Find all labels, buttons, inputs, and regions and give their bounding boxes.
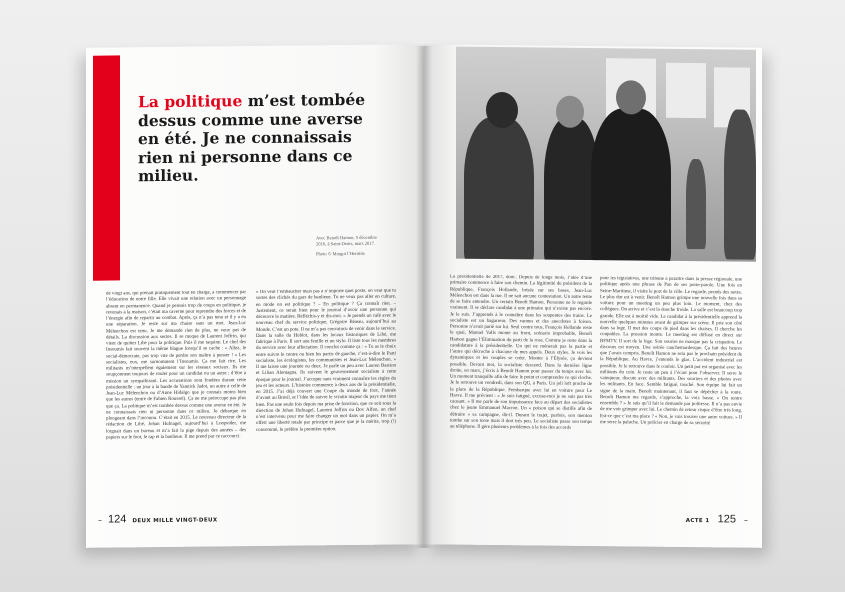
left-column-1-text: de vingt ans, qui prenait pratiquement tout en charge, à commencer par l’éducation de notre fille. Elle vivait une relation avec un personnage absent en permanence. Quand je pensais trop de coups en politique, je revenais à la maison, c’était ma caverne pour reprendre des forces et de l’énergie afin de repartir au combat. Après, ça n’a pas tenu et il y a eu une séparation. Je reste sur ma chaise sans un mot. Jean-Luc Mélenchon est tenu. Je me demande rien de plus, ne veux pas de détails. La discussion aux sectes. Il se moque de Laurent Joffrin, qui vient de quitter Libé pour la politique. Puis il me taquine. Le chef des Insoumis fait souvent la même blague lorsqu’il se cache : « Allez, le social-démocrate, pas trop vite de perdre son maître à penser ! » Les socialistes, eux, me surnomment l’Insoumis. Ça me fait rire. Les militants m’interpellent également sur les réseaux sociaux. Ils me soupçonnent toujours de rouler pour un candidat ou un autre ; d’être à mission un sympathisant. Les accusations sont fondées durant cette présidentielle : un jour à la bande de Yannick Jadot, un autre à celle de Jean-Luc Mélenchon ou d’Anne Hidalgo que je connais moins bien que les autres (entre de Fabien Roussel). Ça ne me préoccupe pas plus que ça. La politique m’est tombée dessus comme une averse en été. Je ne connaissais rien ni personne dans ce milieu. Je débarque en plongeant dans l’inconnu. C’était en 2015. Le nouveau directeur de la rédaction de Libé, Johan Hufnagel, aujourd’hui à Loopsider, me lorgnait dans un bureau et m’a fait la pige depuis des années – des papiers sur le foot, le rap et la banlieue. Il me prend par ce raccourci. [106, 290, 246, 441]
left-page-number: 124 [108, 513, 127, 526]
book-gutter [416, 46, 432, 548]
pull-quote-highlight: La politique [138, 91, 243, 112]
photo-figure [724, 109, 756, 259]
caption-text: Avec Benoît Hamon, 5 décembre 2016, à Saint-Denis, mars 2017. [316, 234, 378, 247]
crowd-photo [456, 47, 756, 262]
caption-credit: Photo © Margot l’Hermite [316, 250, 365, 257]
right-column-2-text: pour les législatives, une tribune à paraître dans la presse régionale, une politique après une phrase de Pan de ses porte-parole. Une fois en Seine-Maritime, il visite le port de la ville. Le regarde, prends des notes. Le plus dur est à venir. Benoît Hamon grimpe une nouvelle fois dans sa voiture pour un meeting un peu plus loin. Le moment, chez des collègues. On arrive et c’est la douche froide. La salle est beaucoup trop grande. Elle est à moitié vide. Le candidat à la présidentielle apprend la nouvelle quelques minutes avant de grimper sur scène. Il prie son côté dans sa loge. Il met des coups de pied dans les chaises. Il cherche les coupables. La pression monte. Le meeting est diffusé en direct sur BFMTV. Il sort de la loge. Son sourire ne masque pas la crispation. Le discours est moyen. Une soirée cauchemardesque. Ça fait des heures que j’avais compris. Benoît Hamon ne sera pas le prochain président de la République. Au Havre, j’entends le glas. L’accident industriel est possible. Je le retrouve dans le couloir. Un petit pot est organisé avec les militants du coin. Je reste un peu à l’écart pour l’observer. Il serre le vainqueur, discute avec des militants. Des sourires et des photos avec les militants. En face. Semble fatigué, touché. Son équipe lui fait un signe de la main. Benoît maintenant, il faut se dépêcher à la route. Benoît Hamon me regarde, s’approche, la voix basse. « On rentre ensemble ? » Je suis qu’il fait le demande par politesse. Il n’a pas envie de me voir grimper avec lui. Le chemin de retour risque d’être très long. Est-ce que c’est ma place ? « Non, je vais trouver une autre voiture. » Il me serre la paluche. Un policier en charge de sa sécurité [600, 276, 742, 426]
red-accent-bar [93, 55, 120, 280]
photo-head [616, 80, 646, 114]
photo-head [486, 92, 518, 128]
left-column-2 [256, 289, 396, 510]
right-footer [686, 513, 748, 526]
left-footer [98, 512, 217, 525]
right-page-number: 125 [717, 513, 736, 526]
pull-quote [138, 91, 374, 186]
right-folio-dash: – [744, 515, 748, 525]
photo-figure [591, 108, 671, 262]
left-page [86, 44, 424, 548]
photo-caption [316, 235, 386, 258]
right-column-1 [450, 275, 592, 512]
right-column-1-text: La présidentielle de 2017, donc. Depuis de longs mois, l’idée d’une primaire commence à faire son chemin. La légitimité du président de la République, François Hollande, brisée sur ses bases, Jean-Luc Mélenchon est dans la rue. Il ne sait aucune contestation. Un autre tente de se faire entendre. Un certain Benoît Hamon. Personne ne le regarde vraiment. Il se déclare candidat à une primaire qui n’existe pas encore. Je le suis. J’apprends à le connaître dans les soupentes des trains. Le socialiste est un bagarreur. Des vannes et des anecdotes à foison. Personne n’avait parié sur lui. Seul contre tous, François Hollande reste le quai, Manuel Valls monte au front, scénario improbable, Benoît Hamon gagne l’Élimination du parti de la rose. Comme je reste dans la candidature à la présidentielle. Un qui ne ménerait pas la partie et l’autre qui décroche à chacune de mes appels. Deux styles. Je vois les dynamiques et les couples se créer. Monter à l’Élysée, ça devient possible. Devant moi, la socialiste descend. Dans la dernière ligne droite, en mars, j’écris à Benoît Hamon pour passer du temps avec lui. Un moment tranquille afin de faire le point et comprendre ce qui cloche. Je le retrouve un vendredi, dans son QG, à Paris. Un joli loft proche de la place de la République. Fembarque avec lui en voiture pour Le Havre. Il me prévient : « Je suis fatigué, excuse-moi je ne suis pas très causant. » Il me parle de son impuissance face au départ des socialistes chez le jeune Emmanuel Macron. Un « poison qui se distille afin de détruire » sa campagne, dit-il. Durant le trajet, parfois, son menton tombe sur son torse mais il dort très peu. Le socialiste passe son temps au téléphone. Il gère plusieurs problèmes à la fois des accords [450, 274, 592, 431]
pull-quote-text: m’est tombée dessus comme une averse en été. Je ne connaissais rien ni personne dans ce milieu. [138, 89, 366, 186]
photo-head [556, 96, 584, 128]
left-column-1 [106, 290, 246, 511]
magazine-spread [86, 46, 762, 552]
right-column-2 [600, 276, 742, 513]
left-folio-dash: – [98, 515, 102, 525]
right-page [424, 44, 762, 548]
left-running-title: DEUX MILLE VINGT-DEUX [132, 517, 218, 525]
right-running-title: ACTE 1 [685, 517, 710, 525]
photo-window [666, 63, 706, 118]
photo-figure [686, 159, 706, 249]
left-column-2-text: « On veut t’embaucher mais pas à n’importe quel poste, on veut que tu sortes des clichés du gars de banlieue. Tu ne veux pas aller en culture, en mode on est politique ? – En politique ? Ça connaît rien. – Justement, ce serait bien pour le journal d’avoir une personne qui découvre la matière. Réfléchis-y et dis-moi. » Je prends un café avec le nouveau chef du service politique, Grégoire Biseau, aujourd’hui au Monde. C’est un pote. Il ne m’a pas convaincu de venir dans le service. Dans la salle du Hublot, dans les locaux historiques de Libé, me fabrique à Paris. Il sort une feuille et un stylo. Il liste tous les membres du service avec leur affectation. Il conclut comme ça : « Tu as le choix entre suivre le centre ou bien les partis de gauche, c’est-à-dire le Parti socialiste, les écologistes, les communistes et Jean-Luc Mélenchon. » Il me laisse une journée ou deux. Je parle un peu avec Lauren Bastion et Lilian Alemagna. Ils suivent le gouvernement socialiste à cette époque pour le journal. J’accepte sans vraiment connaître les règles du jeu et les acteurs. L’histoire commence à deux ans de la présidentielle, en 2015. J’ai déjà couvert une Coupe du monde de foot, l’année d’avant au Brésil, et l’idée de suivre le scrutin majeur du pays me tient bien. Pas une seule fois depuis ma prise de fonction, que ce soit sous la direction de Johan Hufnagel, Laurent Joffrin ou Dov Alfon, un chef n’est intervenu pour me faire changer un mot dans un papier. On m’a offert une liberté totale par principe et parce que je la mérite, trop (!) consommé, le préfère la première option. [256, 288, 396, 433]
photo-figure [464, 117, 534, 262]
